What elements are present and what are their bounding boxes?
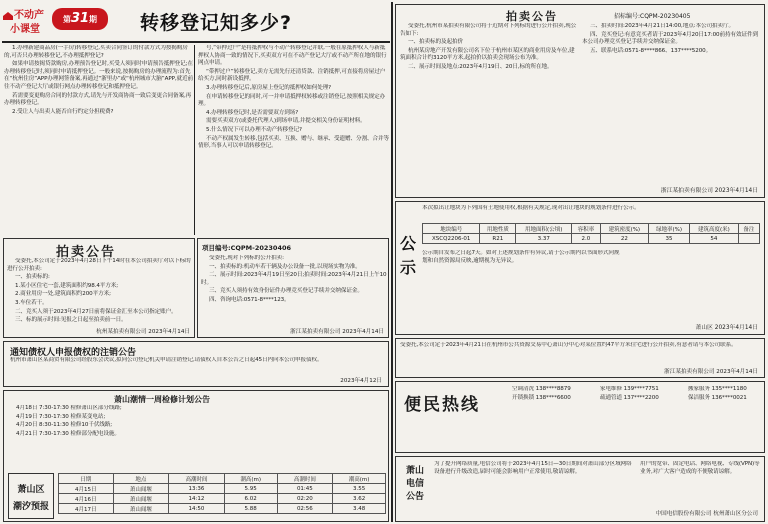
article-para: 4.办理转移登记时,是否需要双方到场? <box>206 109 299 116</box>
masthead-divider <box>2 41 390 43</box>
notice-body: 杭州市萧山区某商贸有限公司经股东会决议,拟向公司登记机关申请注销登记,请债权人自本公告之日起45日内向本公司申报债权。 <box>10 357 323 363</box>
notice-para: 二、竞买人须于2023年4月27日前将保证金汇至本公司指定账户。 <box>15 308 177 315</box>
notice-code: 项目编号:CQPM-20230406 <box>202 244 292 252</box>
hotline-entry: 搬家服务 135****1180 <box>688 386 747 392</box>
telecom-heading-1: 萧山 <box>405 466 424 476</box>
auction-notice-mid <box>197 238 389 338</box>
table-row <box>59 484 386 494</box>
table-cell: 萧山闻堰 <box>113 484 169 494</box>
table-cell: 3.48 <box>333 504 386 514</box>
notice-footer: 浙江某拍卖有限公司 2023年4月14日 <box>664 369 758 375</box>
table-cell: XSCQ2206-01 <box>423 234 480 244</box>
debt-notice <box>3 341 389 387</box>
notice-para: 杭州某房地产开发有限公司名下位于杭州市某区的商业用房及车位,建筑面积合计约3120平方米,起拍价以拍卖会现场公布为准。 <box>400 47 575 62</box>
notice-para: 四、咨询电话:0571-8****123。 <box>209 296 290 303</box>
issue-suffix: 期 <box>89 15 98 24</box>
table-row <box>423 234 760 244</box>
notice-body <box>400 23 578 183</box>
table-cell: 4月15日 <box>59 484 114 494</box>
article-para: 号,“带押过户”是将抵押权与不动产转移登记并联,一般在原抵押权人与新抵押权人协商一致的情况下,买卖双方可在不动产登记大厅或不动产所在地的银行网点申请。 <box>198 45 387 67</box>
table-cell: 5.88 <box>224 504 277 514</box>
notice-heading: 通知债权人申报债权的注销公告 <box>10 348 137 358</box>
notice-footer: 萧山区 2023年4月14日 <box>695 325 758 331</box>
table-header: 地点 <box>113 474 169 484</box>
tide-maintenance-notice <box>3 390 389 522</box>
page-center-divider <box>391 2 393 522</box>
table-cell: 3.37 <box>516 234 572 244</box>
tide-box-title <box>8 473 54 519</box>
table-header: 用地面积(公顷) <box>516 224 572 234</box>
notice-para: 一、拍卖标的及起拍价 <box>408 39 463 46</box>
article-para: 不动产权属发生转移,包括买卖、互换、赠与、继承、受遗赠、分割、合并等情形,当事人可以申请转移登记。 <box>198 135 389 150</box>
notice-footer: 浙江某拍卖有限公司 2023年4月14日 <box>660 188 758 194</box>
tide-table <box>58 473 386 514</box>
table-cell: 3.55 <box>333 484 386 494</box>
table-cell: 2.0 <box>572 234 600 244</box>
table-cell: 4月16日 <box>59 494 114 504</box>
notice-code: 招标编号:CQPM-20230405 <box>614 13 691 20</box>
public-notice <box>395 201 765 335</box>
notice-para: 一、拍卖标的:机动车若干辆及办公设备一批,以现场实物为准。 <box>209 263 361 270</box>
table-cell: 54 <box>690 234 739 244</box>
hotline-entry: 疏通管道 137****2200 <box>600 394 659 401</box>
notice-para: 受委托,现对下列标的公开拍卖: <box>209 255 284 261</box>
notice-body <box>7 258 193 328</box>
article-para: 2.受让人与出卖人能否自行约定分担税费? <box>12 108 114 115</box>
table-header: 建筑高度(米) <box>690 224 739 234</box>
table-cell: 14:12 <box>169 494 225 504</box>
article-para: 1.办理新建商品房(一手房)转移登记,买卖合同签订的付款方式为按揭购房的,可否只办理转移登记,不办理抵押登记? <box>4 45 188 59</box>
table-header: 容积率 <box>572 224 600 234</box>
table-header: 地块编号 <box>423 224 480 234</box>
telecom-heading-2: 电信 <box>405 479 424 489</box>
table-header: 高潮时间 <box>169 474 225 484</box>
table-header: 潮高(m) <box>224 474 277 484</box>
telecom-body: 为了提升网络质量,电信公司将于2023年4月15日—30日期间对萧山部分区域网络设备进行升级改造,届时可能会影响用户正常使用,敬请谅解。 <box>434 461 632 475</box>
table-cell: R21 <box>480 234 516 244</box>
auction-notice-top-right <box>395 4 765 198</box>
table-cell: 02:20 <box>277 494 333 504</box>
notice-body-right <box>582 23 762 183</box>
notice-heading: 拍卖公告 <box>56 245 117 260</box>
table-header: 高潮时间 <box>277 474 333 484</box>
notice-footer: 中国电信股份有限公司 杭州萧山区分公司 <box>655 511 758 517</box>
telecom-body-right: 用户的宽带、固定电话、网络电视、专线(VPN)等业务,对广大客户造成的不便敬请谅解。 <box>640 461 760 475</box>
article-column-1 <box>4 45 194 235</box>
hotline-section <box>395 381 765 453</box>
notice-para: 4月19日 7:30-17:30 检修某变电站; <box>16 413 106 420</box>
brand-line-1: 不动产 <box>14 10 44 21</box>
notice-para: 受委托,杭州市某拍卖有限公司将于近期对下列标的进行公开拍卖,现公告如下: <box>400 23 577 37</box>
notice-body: 受委托,本公司定于2023年4月21日在杭州市公共资源交易中心萧山分中心对某位置约47平方米住宅进行公开拍卖,有意者请与本公司联系。 <box>400 342 737 348</box>
notice-para: 1.某小区住宅一套,建筑面积约98.4平方米; <box>15 282 119 289</box>
table-cell: 6.02 <box>224 494 277 504</box>
hotline-entry: 开锁换锁 138****6600 <box>512 394 571 401</box>
notice-footer: 2023年4月12日 <box>340 378 382 384</box>
table-cell: 02:56 <box>277 504 333 514</box>
hotline-entry: 空调清洗 138****8879 <box>512 386 571 392</box>
hotline-entry: 家电维修 139****7751 <box>600 386 659 392</box>
notice-para: 4月20日 8:30-11:30 检修10千伏线路; <box>16 422 113 429</box>
notice-para: 3.车位若干。 <box>15 299 48 306</box>
tide-title-1: 萧山区 <box>17 485 45 495</box>
table-cell: 萧山闻堰 <box>113 494 169 504</box>
table-cell: 4月17日 <box>59 504 114 514</box>
notice-heading: 萧山潮情一周检修计划公告 <box>114 395 210 404</box>
table-cell: 5.95 <box>224 484 277 494</box>
hotline-entries <box>504 386 762 450</box>
notice-para: 三、竞买人须持有效身份证件办理竞买登记手续并交纳保证金。 <box>209 288 363 295</box>
planning-table <box>422 223 760 244</box>
notice-footer: 杭州某拍卖有限公司 2023年4月14日 <box>96 329 190 335</box>
notice-para: 二、展示时间及地点:2023年4月19日、20日,标的所在地。 <box>408 63 553 70</box>
table-cell: 01:45 <box>277 484 333 494</box>
table-header: 潮高(m) <box>333 474 386 484</box>
notice-para: 一、拍卖标的: <box>15 274 50 281</box>
notice-intro: 本次拟出让地块为下列国有土地使用权,根据有关规定,现对出让地块的规划条件进行公示。 <box>422 205 640 211</box>
notice-para: 2.商业用房一处,建筑面积约200平方米; <box>15 291 111 298</box>
notice-para: 三、拍卖时间:2023年4月21日14:00,地点:本公司拍卖厅。 <box>590 23 734 29</box>
table-row <box>59 504 386 514</box>
article-para: 如果申请按揭贷款购房,办理预告登记时,买受人须同时申请预告抵押登记;在办理转移登记时,须同时申请抵押登记。一般来说,按揭购房的办理流程为:首先在“杭州住房”APP办理网签备案,再通过“浙里办”或“杭州城市大脑”APP,就近前往不动产登记大厅或银行网点办理转移登记和抵押登记。 <box>4 61 194 90</box>
hotline-entry: 保洁服务 136****0021 <box>688 394 747 401</box>
tide-title-2: 潮汐预报 <box>12 502 49 512</box>
table-header: 日期 <box>59 474 114 484</box>
house-icon <box>2 6 14 16</box>
notice-heading: 拍卖公告 <box>506 10 558 23</box>
page-title: 转移登记知多少? <box>140 12 293 34</box>
table-header-row <box>423 224 760 234</box>
notice-para: 4月18日 7:30-17:30 检修萧山区部分线路; <box>16 405 122 411</box>
article-para: 需要买卖双方(或委托代理人)到场申请,并提交相关身份证明材料。 <box>206 118 366 125</box>
telecom-notice <box>395 456 765 522</box>
table-cell: 14:50 <box>169 504 225 514</box>
table-row <box>59 494 386 504</box>
table-header: 备注 <box>738 224 759 234</box>
notice-body <box>8 405 386 463</box>
telecom-heading <box>400 463 430 502</box>
hotline-heading: 便民热线 <box>404 395 480 415</box>
table-header: 建筑密度(%) <box>600 224 648 234</box>
article-para: 在申请转移登记的同时,可一并申请抵押权转移或注销登记,按照相关规定办理。 <box>198 93 386 108</box>
article-para: 5.什么情况下可以办理不动产转移登记? <box>206 126 302 133</box>
article-para: “带押过户”转移登记,卖方无需先行还清贷款、注销抵押,可直接将房屋过户给买方,同时新设抵押。 <box>198 68 386 83</box>
notice-para: 受委托,本公司定于2023年4月28日下午14时在本公司拍卖厅对以下标的进行公开拍卖: <box>7 258 191 272</box>
notice-para: 四、竞买登记:有意竞买者请于2023年4月20日17:00前持有效证件到本公司办理竞买登记手续并交纳保证金。 <box>582 31 758 46</box>
column-divider <box>194 45 195 235</box>
issue-badge <box>52 8 108 30</box>
small-notice <box>395 338 765 378</box>
brand-logo <box>2 4 48 38</box>
table-cell: 22 <box>600 234 648 244</box>
brand-line-2: 小课堂 <box>10 24 40 35</box>
table-cell: 3.62 <box>333 494 386 504</box>
notice-para: 二、展示时间:2023年4月19日至20日;拍卖时间:2023年4月21日上午10时。 <box>201 272 387 286</box>
masthead <box>2 2 390 42</box>
table-cell: 35 <box>649 234 690 244</box>
article-para: 若需要变更购房合同的付款方式,请先与开发商协商一致后变更合同备案,再办理转移登记。 <box>4 92 192 107</box>
issue-prefix: 第 <box>62 15 71 24</box>
notice-body: 公示期自发布之日起7天。如对上述规划条件有异议,请于公示期内以书面形式向规划和自然资源局反映,逾期视为无异议。 <box>422 250 620 264</box>
table-cell: 13:36 <box>169 484 225 494</box>
table-header: 用地性质 <box>480 224 516 234</box>
article-column-2 <box>198 45 390 235</box>
article-para: 3.办理转移登记后,原房屋上登记的抵押权如何处理? <box>206 84 332 91</box>
notice-heading: 公示 <box>400 234 417 277</box>
table-cell <box>738 234 759 244</box>
notice-para: 三、标的展示时间:见报之日起至拍卖前一日。 <box>15 317 127 324</box>
notice-para: 4月21日 7:30-17:30 检修部分配电设施。 <box>16 430 120 437</box>
notice-footer: 浙江某拍卖有限公司 2023年4月14日 <box>290 329 384 335</box>
auction-notice-left <box>3 238 195 338</box>
telecom-heading-3: 公告 <box>405 492 424 502</box>
table-cell: 萧山闻堰 <box>113 504 169 514</box>
table-header: 绿地率(%) <box>649 224 690 234</box>
notice-body <box>201 255 387 327</box>
table-header-row <box>59 474 386 484</box>
notice-para: 五、联系电话:0571-8****866、137****5200。 <box>590 47 712 54</box>
issue-number: 31 <box>70 11 90 26</box>
